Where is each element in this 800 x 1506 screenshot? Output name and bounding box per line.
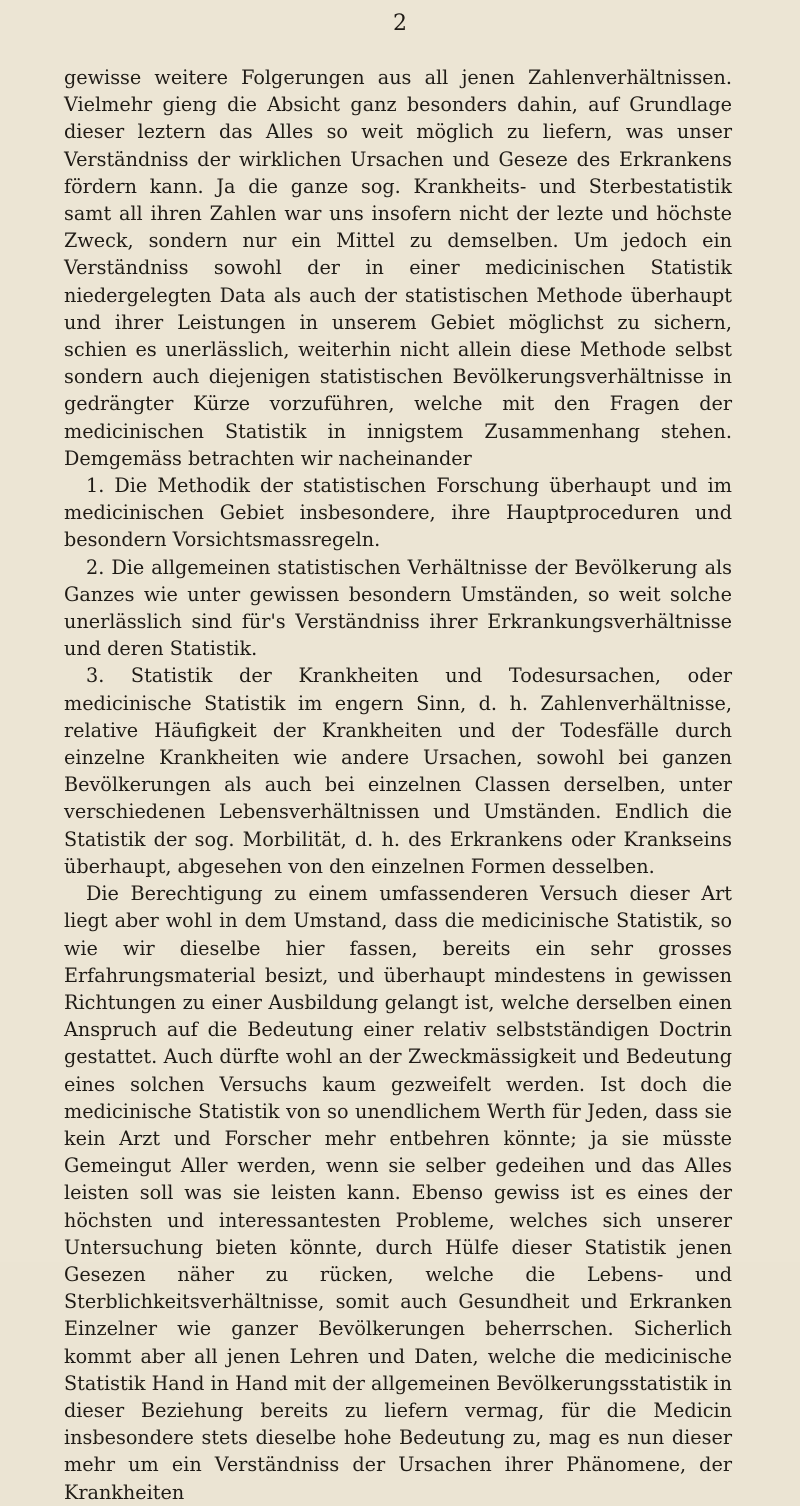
paragraph-intro: gewisse weitere Folgerungen aus all jenen Zahlenverhältnissen. Vielmehr gieng die Absicht ganz besonders dahin, auf Grundlage dieser leztern das Alles so weit möglich zu liefern, was unser Verständniss der wirklichen Ursachen und Geseze des Erkrankens fördern kann. Ja die ganze sog. Krankheits- und Sterbestatistik samt all ihren Zahlen war uns insofern nicht der lezte und höchste Zweck, sondern nur ein Mittel zu demselben. Um jedoch ein Verständniss sowohl der in einer medicinischen Statistik niedergelegten Data als auch der statistischen Methode überhaupt und ihrer Leistungen in unserem Gebiet möglichst zu sichern, schien es unerlässlich, weiterhin nicht allein diese Methode selbst sondern auch diejenigen statistischen Bevölkerungsverhältnisse in gedrängter Kürze vorzuführen, welche mit den Fragen der medicinischen Statistik in innigstem Zusammenhang stehen. Demgemäss betrachten wir nacheinander	[64, 66, 732, 470]
paragraph-list-item-2: 2. Die allgemeinen statistischen Verhältnisse der Bevölkerung als Ganzes wie unter gewissen besondern Umständen, so weit solche unerlässlich sind für's Verständniss ihrer Erkrankungsverhältnisse und deren Statistik.	[64, 555, 732, 661]
page-number: 2	[393, 11, 407, 36]
paragraph-list-item-3: 3. Statistik der Krankheiten und Todesursachen, oder medicinische Statistik im engern Sinn, d. h. Zahlenverhältnisse, relative Häufigkeit der Krankheiten und der Todesfälle durch einzelne Krankheiten wie andere Ursachen, sowohl bei ganzen Bevölkerungen als auch bei einzelnen Classen derselben, unter verschiedenen Lebensverhältnissen und Umständen. Endlich die Statistik der sog. Morbilität, d. h. des Erkrankens oder Krankseins überhaupt, abgesehen von den einzelnen Formen desselben.	[64, 664, 732, 878]
paragraph-list-item-1: 1. Die Methodik der statistischen Forschung überhaupt und im medicinischen Gebiet insbesondere, ihre Hauptproceduren und besondern Vorsichtsmassregeln.	[64, 474, 732, 552]
body-text	[64, 64, 732, 1506]
paragraph-justification: Die Berechtigung zu einem umfassenderen Versuch dieser Art liegt aber wohl in dem Umstand, dass die medicinische Statistik, so wie wir dieselbe hier fassen, bereits ein sehr grosses Erfahrungsmaterial besizt, und überhaupt mindestens in gewissen Richtungen zu einer Ausbildung gelangt ist, welche derselben einen Anspruch auf die Bedeutung einer relativ selbstständigen Doctrin gestattet. Auch dürfte wohl an der Zweckmässigkeit und Bedeutung eines solchen Versuchs kaum gezweifelt werden. Ist doch die medicinische Statistik von so unendlichem Werth für Jeden, dass sie kein Arzt und Forscher mehr entbehren könnte; ja sie müsste Gemeingut Aller werden, wenn sie selber gedeihen und das Alles leisten soll was sie leisten kann. Ebenso gewiss ist es eines der höchsten und interessantesten Probleme, welches sich unserer Untersuchung bieten könnte, durch Hülfe dieser Statistik jenen Gesezen näher zu rücken, welche die Lebens- und Sterblichkeitsverhältnisse, somit auch Gesundheit und Erkranken Einzelner wie ganzer Bevölkerungen beherrschen. Sicherlich kommt aber all jenen Lehren und Daten, welche die medicinische Statistik Hand in Hand mit der allgemeinen Bevölkerungsstatistik in dieser Beziehung bereits zu liefern vermag, für die Medicin insbesondere stets dieselbe hohe Bedeutung zu, mag es nun dieser mehr um ein Verständniss der Ursachen ihrer Phänomene, der Krankheiten	[64, 882, 732, 1504]
